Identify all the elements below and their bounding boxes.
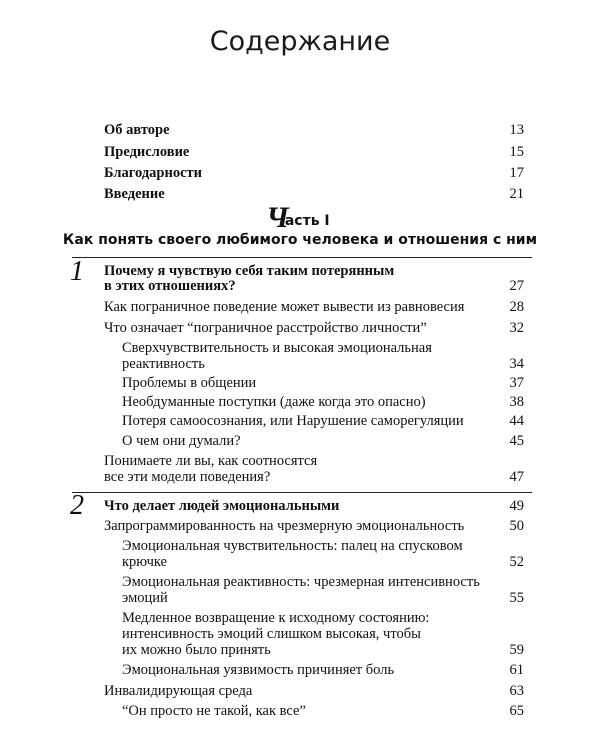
toc-subentry: Сверхчувствительность и высокая эмоциональная — [122, 340, 432, 356]
toc-subentry: эмоций 55 — [122, 590, 524, 606]
toc-subentry: Эмоциональная реактивность: чрезмерная интенсивность — [122, 574, 480, 590]
chapter-divider — [72, 492, 532, 493]
toc-subentry: Медленное возвращение к исходному состоянию: — [122, 610, 430, 626]
chapter-number: 2 — [70, 490, 84, 521]
part-label: асть I — [284, 213, 330, 229]
part-initial: Ч — [266, 201, 289, 234]
toc-subentry: “Он просто не такой, как все” 65 — [122, 703, 524, 719]
toc-subentry: интенсивность эмоций слишком высокая, чтобы — [122, 626, 421, 642]
page-title: Содержание — [209, 26, 391, 57]
toc-entry: Что означает “пограничное расстройство личности” 32 — [104, 320, 524, 336]
toc-entry-page: 17 — [509, 165, 524, 181]
toc-entry: все эти модели поведения? 47 — [104, 469, 524, 485]
toc-entry-label: Предисловие — [104, 144, 190, 160]
toc-entry-label: Введение — [104, 186, 165, 202]
toc-entry: Как пограничное поведение может вывести из равновесия 28 — [104, 299, 524, 315]
toc-subentry: Проблемы в общении 37 — [122, 375, 524, 391]
part-heading — [0, 201, 600, 235]
toc-subentry: реактивность 34 — [122, 356, 524, 372]
toc-entry — [0, 122, 600, 142]
toc-entry — [0, 165, 600, 185]
chapter-title: Почему я чувствую себя таким потерянным — [104, 263, 395, 279]
toc-entry — [0, 144, 600, 164]
toc-subentry: Эмоциональная уязвимость причиняет боль 61 — [122, 662, 524, 678]
chapter-title: Что делает людей эмоциональными 49 — [104, 498, 524, 514]
chapter-divider — [72, 257, 532, 258]
toc-subentry: Потеря самоосознания, или Нарушение саморегуляции 44 — [122, 413, 524, 429]
toc-entry-label: Об авторе — [104, 122, 170, 138]
toc-entry-page: 21 — [509, 186, 524, 202]
toc-entry-page: 27 — [509, 278, 524, 294]
toc-subentry: О чем они думали? 45 — [122, 433, 524, 449]
toc-subentry: их можно было принять 59 — [122, 642, 524, 658]
toc-subentry: крючке 52 — [122, 554, 524, 570]
toc-entry: Инвалидирующая среда 63 — [104, 683, 524, 699]
chapter-number: 1 — [70, 256, 84, 287]
toc-subentry: Необдуманные поступки (даже когда это опасно) 38 — [122, 394, 524, 410]
toc-subentry: Эмоциональная чувствительность: палец на спусковом — [122, 538, 463, 554]
toc-entry-label: Благодарности — [104, 165, 203, 181]
toc-entry-page: 49 — [509, 498, 524, 514]
toc-entry: Понимаете ли вы, как соотносятся — [104, 453, 318, 469]
part-title: Как понять своего любимого человека и отношения с ним — [62, 232, 538, 248]
toc-entry-page: 15 — [509, 144, 524, 160]
toc-entry: Запрограммированность на чрезмерную эмоциональность 50 — [104, 518, 524, 534]
chapter-title: в этих отношениях? 27 — [104, 278, 524, 294]
toc-entry-page: 13 — [509, 122, 524, 138]
